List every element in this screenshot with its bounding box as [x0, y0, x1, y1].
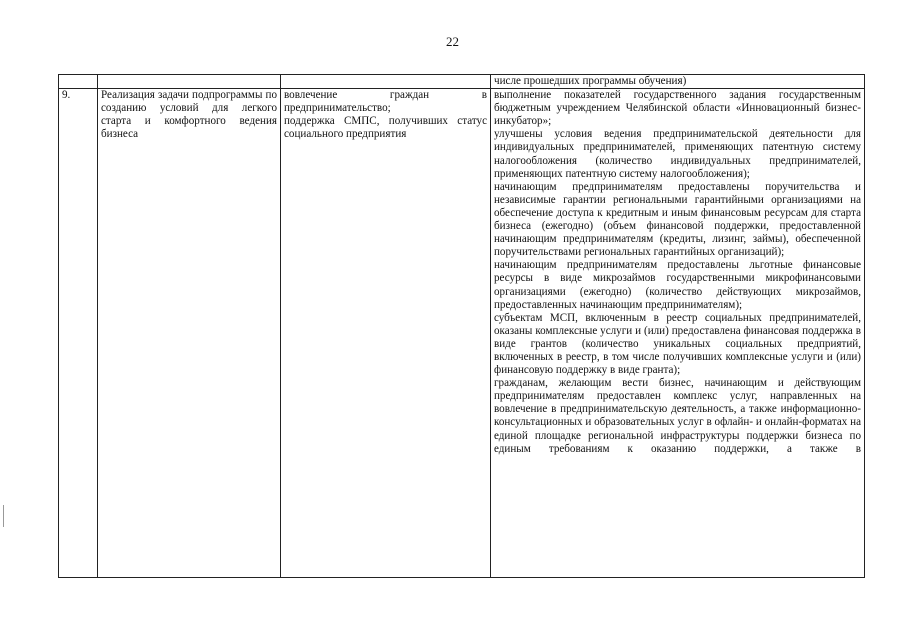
table-row — [59, 89, 865, 578]
page-number: 22 — [446, 34, 459, 49]
cell-directions — [281, 89, 491, 578]
direction-item: вовлечение граждан в предпринимательство; — [284, 89, 487, 115]
direction-item: поддержка СМПС, получивших статус социального предприятия — [284, 115, 487, 141]
indicator-item: начинающим предпринимателям предоставлены льготные финансовые ресурсы в виде микрозаймов государственными микрофинансовыми организациями (ежегодно) (количество действующих микрозаймов, предоставленных начинающим предпринимателям); — [494, 259, 861, 311]
indicators-list — [494, 89, 861, 577]
cell-task — [98, 89, 281, 578]
task-text: Реализация задачи подпрограммы по созданию условий для легкого старта и комфортного ведения бизнеса — [101, 89, 277, 141]
cell-directions — [281, 75, 491, 89]
indicator-item: начинающим предпринимателям предоставлены поручительства и независимые гарантии региональными гарантийными организациями на обеспечение доступа к кредитным и иным финансовым ресурсам для старта бизнеса (ежегодно) (объем финансовой поддержки, предоставленной начинающим предпринимателям (кредиты, лизинг, займы), обеспеченной поручительствами региональных гарантийных организаций); — [494, 180, 861, 259]
cell-indicators — [491, 89, 865, 578]
indicator-item: улучшены условия ведения предпринимательской деятельности для индивидуальных предпринимателей, применяющих патентную систему налогообложения (количество индивидуальных предпринимателей, применяющих патентную систему налогообложения); — [494, 128, 861, 180]
cell-number — [59, 75, 98, 89]
table-row — [59, 75, 865, 89]
cell-indicators-continuation — [491, 75, 865, 89]
cell-task — [98, 75, 281, 89]
indicator-item: гражданам, желающим вести бизнес, начинающим и действующим предпринимателям предоставлен комплекс услуг, направленных на вовлечение в предпринимательскую деятельность, а также информационно-консультационных и образовательных услуг в офлайн- и онлайн-форматах на единой площадке региональной инфраструктуры поддержки бизнеса по единым требованиям к оказанию поддержки, а также в — [494, 377, 861, 455]
indicators-continuation-text: числе прошедших программы обучения) — [494, 75, 687, 87]
scan-edge-line — [3, 505, 4, 527]
indicator-item: выполнение показателей государственного задания государственным бюджетным учреждением Челябинской области «Инновационный бизнес-инкубатор»; — [494, 89, 861, 128]
row-number: 9. — [62, 89, 71, 102]
document-table — [58, 74, 865, 578]
indicator-item: субъектам МСП, включенным в реестр социальных предпринимателей, оказаны комплексные услуги и (или) предоставлена финансовая поддержка в виде грантов (количество уникальных социальных предприятий, включенных в реестр, в том числе получивших комплексные услуги и (или) финансовую поддержку в виде гранта); — [494, 311, 861, 377]
cell-number — [59, 89, 98, 578]
